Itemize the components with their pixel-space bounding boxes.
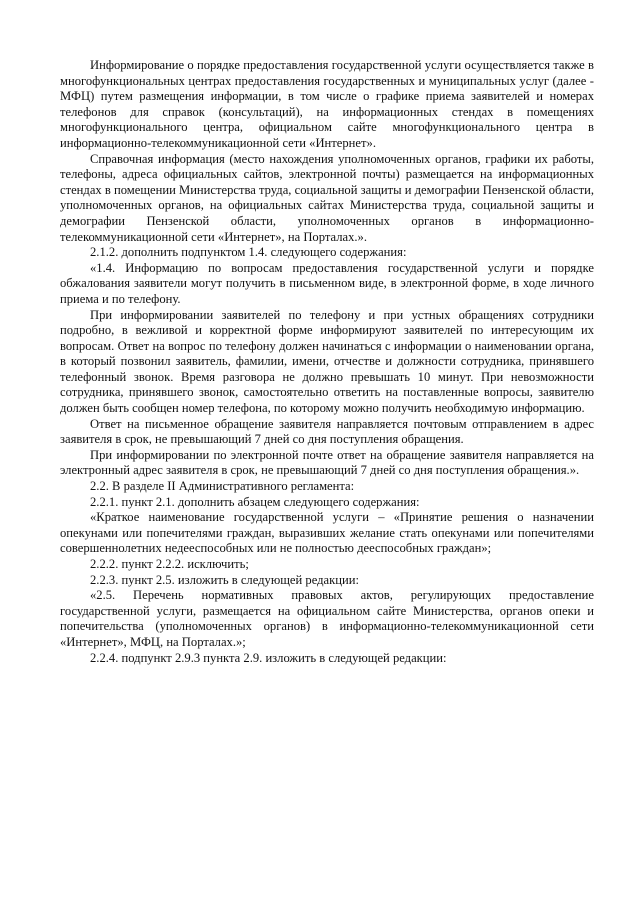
paragraph-2-5: «2.5. Перечень нормативных правовых актов, регулирующих предоставление государственной услуги, размещается на официальном сайте Министерства, органов опеки и попечительства (уполномоченных органов) в информационно-телекоммуникационной сети «Интернет», МФЦ, на Порталах.»; — [60, 588, 594, 649]
document-page — [60, 58, 594, 666]
paragraph-mfc-info: Информирование о порядке предоставления государственной услуги осуществляется также в многофункциональных центрах предоставления государственных и муниципальных услуг (далее - МФЦ) путем размещения информации, в том числе о графике приема заявителей и номерах телефонов для справок (консультаций), на информационных стендах в помещениях многофункционального центра, официальном сайте многофункционального центра в информационно-телекоммуникационной сети «Интернет». — [60, 58, 594, 150]
paragraph-2-2-4: 2.2.4. подпункт 2.9.3 пункта 2.9. изложить в следующей редакции: — [90, 650, 447, 665]
paragraph-2-2-3: 2.2.3. пункт 2.5. изложить в следующей редакции: — [90, 572, 359, 587]
paragraph-2-2-1: 2.2.1. пункт 2.1. дополнить абзацем следующего содержания: — [90, 494, 420, 509]
paragraph-short-name: «Краткое наименование государственной услуги – «Принятие решения о назначении опекунами или попечителями граждан, выразивших желание стать опекунами или попечителями совершеннолетних недееспособных или не полностью дееспособных граждан»; — [60, 510, 594, 556]
paragraph-reference-info: Справочная информация (место нахождения уполномоченных органов, графики их работы, телефоны, адреса официальных сайтов, электронной почты) размещается на информационных стендах в помещении Министерства труда, социальной защиты и демографии Пензенской области, уполномоченных органов, на официальных сайтах Министерства труда, социальной защиты и демографии Пензенской области, уполномоченных органов в информационно-телекоммуникационной сети «Интернет», на Порталах.». — [60, 151, 594, 244]
paragraph-written-reply: Ответ на письменное обращение заявителя направляется почтовым отправлением в адрес заявителя в срок, не превышающий 7 дней со дня поступления обращения. — [60, 416, 594, 447]
paragraph-2-2-2: 2.2.2. пункт 2.2.2. исключить; — [90, 557, 249, 571]
paragraph-phone-info: При информировании заявителей по телефону и при устных обращениях сотрудники подробно, в вежливой и корректной форме информируют заявителей по интересующим их вопросам. Ответ на вопрос по телефону должен начинаться с информации о наименовании органа, в который позвонил заявитель, фамилии, имени, отчестве и должности сотрудника, принявшего телефонный звонок. Время разговора не должно превышать 10 минут. При невозможности сотрудника, принявшего звонок, самостоятельно ответить на поставленные вопросы, заявителю должен быть сообщен номер телефона, по которому можно получить необходимую информацию. — [60, 307, 594, 416]
paragraph-2-2: 2.2. В разделе II Административного регламента: — [90, 479, 355, 494]
paragraph-2-1-2: 2.1.2. дополнить подпунктом 1.4. следующего содержания: — [90, 245, 407, 260]
paragraph-1-4: «1.4. Информацию по вопросам предоставления государственной услуги и порядке обжалования заявители могут получить в письменном виде, в электронной форме, в ходе личного приема и по телефону. — [60, 260, 594, 306]
paragraph-email-reply: При информировании по электронной почте ответ на обращение заявителя направляется на электронный адрес заявителя в срок, не превышающий 7 дней со дня поступления обращения.». — [60, 447, 594, 478]
